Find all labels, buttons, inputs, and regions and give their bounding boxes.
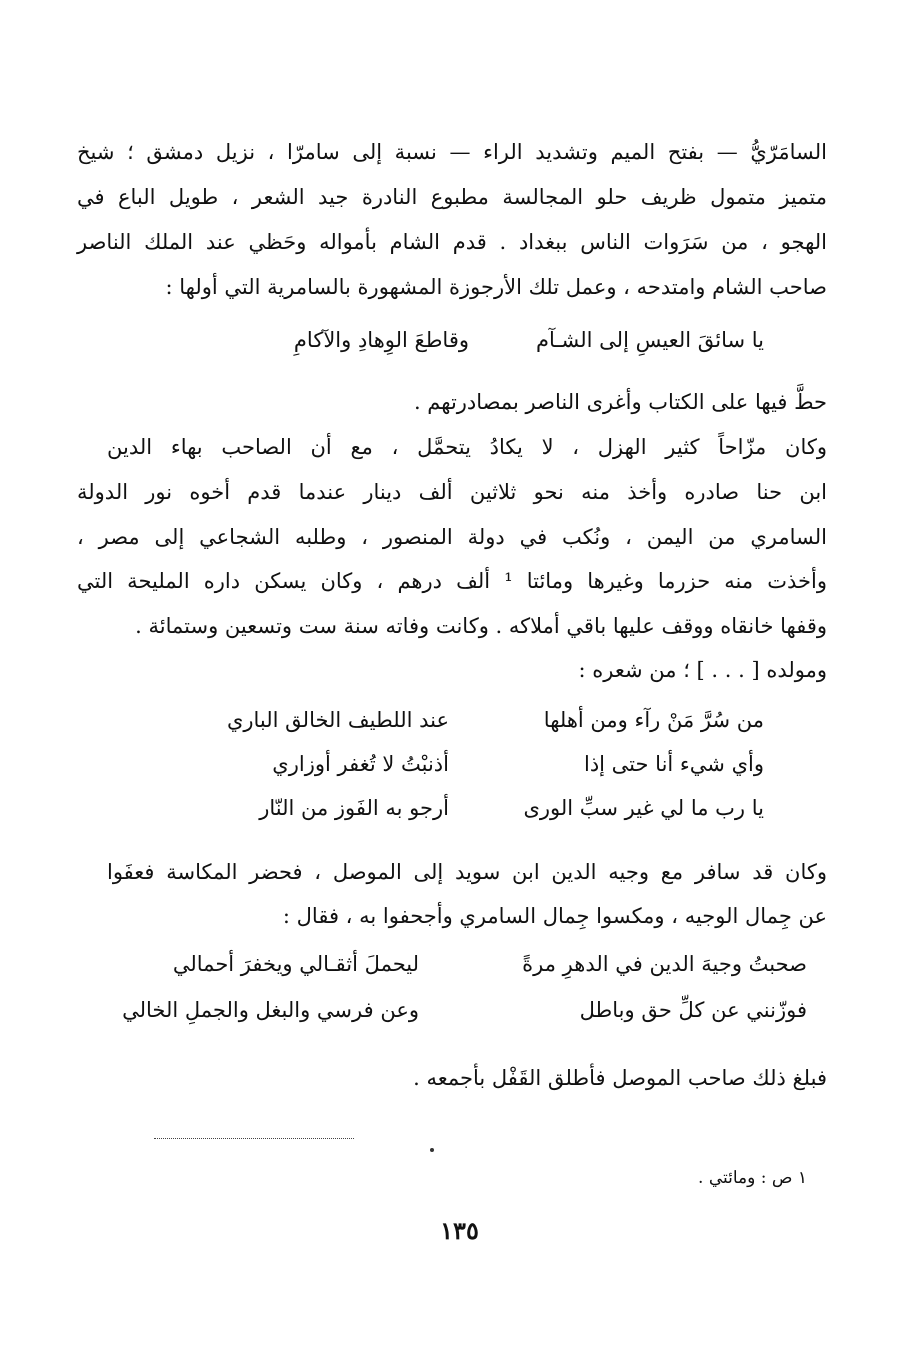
verse-first-hemistich: صحبتُ وجيهَ الدين في الدهرِ مرةً xyxy=(522,952,807,976)
footnote: ١ ص : ومائتي . xyxy=(698,1168,807,1188)
verse-first-hemistich: فوزّنني عن كلِّ حق وباطل xyxy=(579,998,807,1022)
body-text-line: صاحب الشام وامتدحه ، وعمل تلك الأرجوزة المشهورة بالسامرية التي أولها : xyxy=(165,275,827,299)
ornament-dot xyxy=(430,1148,434,1152)
body-text-line: ابن حنا صادره وأخذ منه نحو ثلاثين ألف دينار عندما قدم أخوه نور الدولة xyxy=(77,480,827,504)
body-text-line: وقفها خانقاه ووقف عليها باقي أملاكه . وكانت وفاته سنة ست وتسعين وستمائة . xyxy=(135,614,827,638)
verse-line xyxy=(0,796,919,830)
body-text-line: السامري من اليمن ، ونُكب في دولة المنصور ، وطلبه الشجاعي إلى مصر ، xyxy=(77,525,827,549)
verse-second-hemistich: ليحملَ أثقـالي ويخفرَ أحمالي xyxy=(172,952,419,976)
verse-line xyxy=(0,952,919,986)
body-text-line: وكان قد سافر مع وجيه الدين ابن سويد إلى الموصل ، فحضر المكاسة فعفَوا xyxy=(107,860,827,884)
footnote-separator xyxy=(154,1138,354,1139)
verse-second-hemistich: أرجو به الفَوز من النّار xyxy=(259,796,449,820)
body-text-line: وأخذت منه حزرما وغيرها ومائتا ¹ ألف درهم ، وكان يسكن داره المليحة التي xyxy=(77,569,827,593)
verse-first-hemistich: من سُرَّ مَنْ رآء ومن أهلها xyxy=(543,708,764,732)
verse-second-hemistich: وقاطعَ الوِهادِ والآكامِ xyxy=(293,328,469,352)
page-number: ١٣٥ xyxy=(440,1216,479,1245)
verse-first-hemistich: يا رب ما لي غير سبِّ الورى xyxy=(523,796,764,820)
body-text-line: ومولده [ . . . ] ؛ من شعره : xyxy=(578,658,827,682)
verse-line xyxy=(0,328,919,362)
verse-line xyxy=(0,998,919,1032)
verse-line xyxy=(0,752,919,786)
verse-line xyxy=(0,708,919,742)
body-text-line: الهجو ، من سَرَوات الناس ببغداد . قدم الشام بأمواله وحَظي عند الملك الناصر xyxy=(77,230,827,254)
body-text-line: فبلغ ذلك صاحب الموصل فأطلق القَفْل بأجمعه . xyxy=(413,1066,827,1090)
verse-second-hemistich: أذنبْتُ لا تُغفر أوزاري xyxy=(272,752,449,776)
verse-first-hemistich: وأي شيء أنا حتى إذا xyxy=(583,752,764,776)
body-text-line: متميز متمول ظريف حلو المجالسة مطبوع النادرة جيد الشعر ، طويل الباع في xyxy=(77,185,827,209)
body-text-line: السامَرّيُّ — بفتح الميم وتشديد الراء — نسبة إلى سامرّا ، نزيل دمشق ؛ شيخ xyxy=(77,140,827,164)
body-text-line: وكان مزّاحاً كثير الهزل ، لا يكادُ يتحمَّل ، مع أن الصاحب بهاء الدين xyxy=(107,435,827,459)
body-text-line: عن جِمال الوجيه ، ومكسوا جِمال السامري وأجحفوا به ، فقال : xyxy=(282,904,827,928)
verse-second-hemistich: عند اللطيف الخالق الباري xyxy=(226,708,449,732)
verse-first-hemistich: يا سائقَ العيسِ إلى الشـآم xyxy=(535,328,764,352)
verse-second-hemistich: وعن فرسي والبغل والجملِ الخالي xyxy=(122,998,419,1022)
body-text-line: حطَّ فيها على الكتاب وأغرى الناصر بمصادرتهم . xyxy=(413,390,827,414)
